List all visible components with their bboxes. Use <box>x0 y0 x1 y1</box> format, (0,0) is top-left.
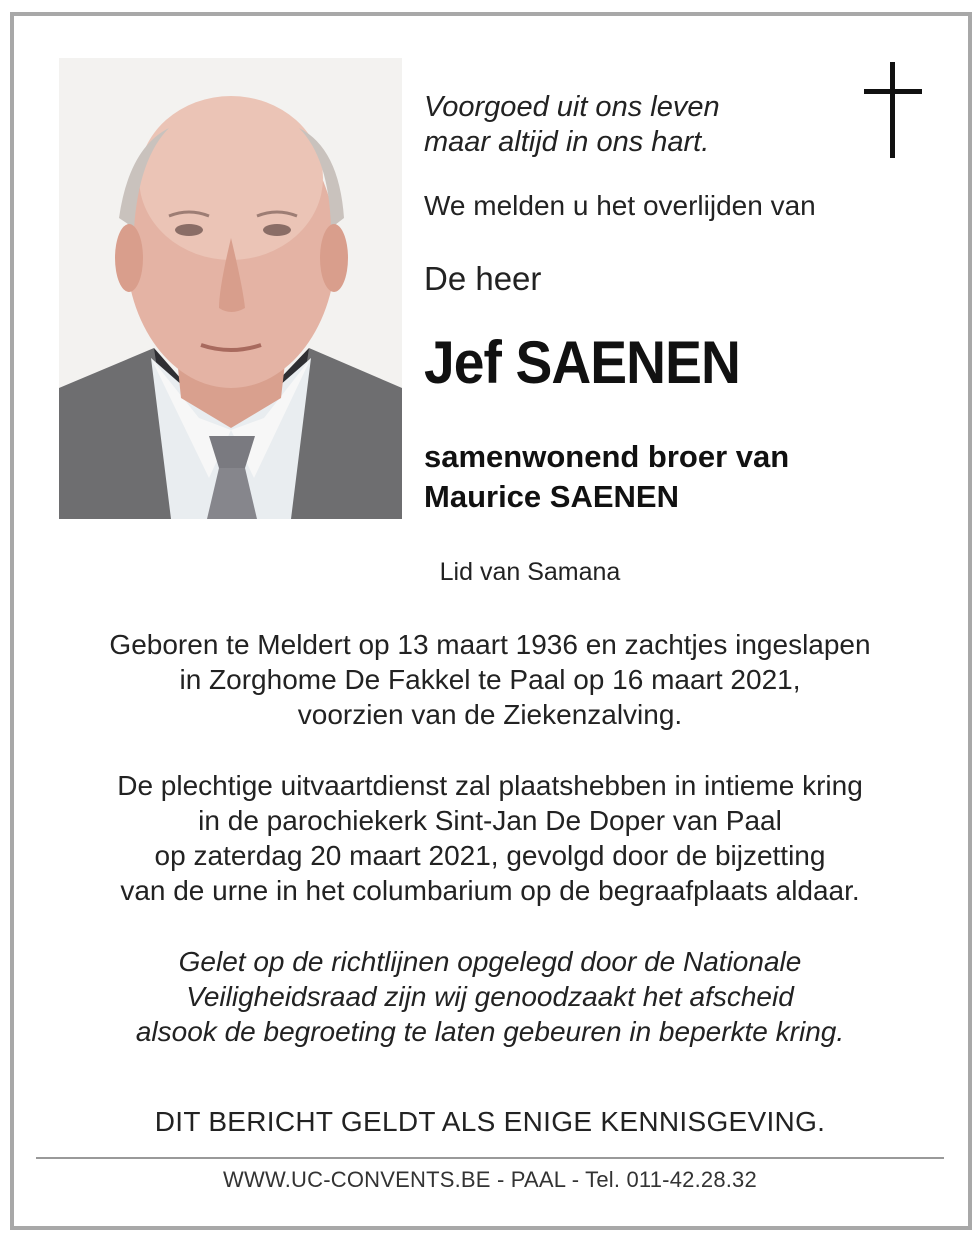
service-line-3: op zaterdag 20 maart 2021, gevolgd door de bijzetting <box>154 840 826 871</box>
verse-line-1: Voorgoed uit ons leven <box>424 91 720 123</box>
deceased-name: Jef SAENEN <box>424 329 740 396</box>
relation-line-1: samenwonend broer van <box>424 439 790 474</box>
covid-notice <box>30 944 950 1049</box>
memorial-verse <box>424 90 844 160</box>
notice-line-3: alsook de begroeting te laten gebeuren in beperkte kring. <box>135 1016 845 1047</box>
footer-divider <box>36 1157 944 1159</box>
relation <box>424 437 789 517</box>
membership: Lid van Samana <box>439 558 621 586</box>
service-line-4: van de urne in het columbarium op de begraafplaats aldaar. <box>120 875 860 906</box>
birth-line-3: voorzien van de Ziekenzalving. <box>297 699 683 730</box>
relation-line-2: Maurice SAENEN <box>424 479 679 514</box>
birth-line-2: in Zorghome De Fakkel te Paal op 16 maart 2021, <box>179 664 801 695</box>
service-line-2: in de parochiekerk Sint-Jan De Doper van Paal <box>198 805 782 836</box>
funeral-service-details <box>30 768 950 908</box>
salutation: De heer <box>424 260 542 297</box>
announcement: We melden u het overlijden van <box>424 190 816 221</box>
verse-line-2: maar altijd in ons hart. <box>424 126 710 158</box>
notice-line-2: Veiligheidsraad zijn wij genoodzaakt het afscheid <box>186 981 794 1012</box>
notice-line-1: Gelet op de richtlijnen opgelegd door de Nationale <box>178 946 802 977</box>
birth-line-1: Geboren te Meldert op 13 maart 1936 en zachtjes ingeslapen <box>109 629 871 660</box>
footer-contact: WWW.UC-CONVENTS.BE - PAAL - Tel. 011-42.28.32 <box>223 1167 757 1192</box>
cross-icon <box>864 62 922 160</box>
birth-death-details <box>30 627 950 732</box>
service-line-1: De plechtige uitvaartdienst zal plaatshebben in intieme kring <box>117 770 863 801</box>
official-notice: DIT BERICHT GELDT ALS ENIGE KENNISGEVING. <box>154 1106 826 1137</box>
portrait-photo <box>59 58 402 519</box>
